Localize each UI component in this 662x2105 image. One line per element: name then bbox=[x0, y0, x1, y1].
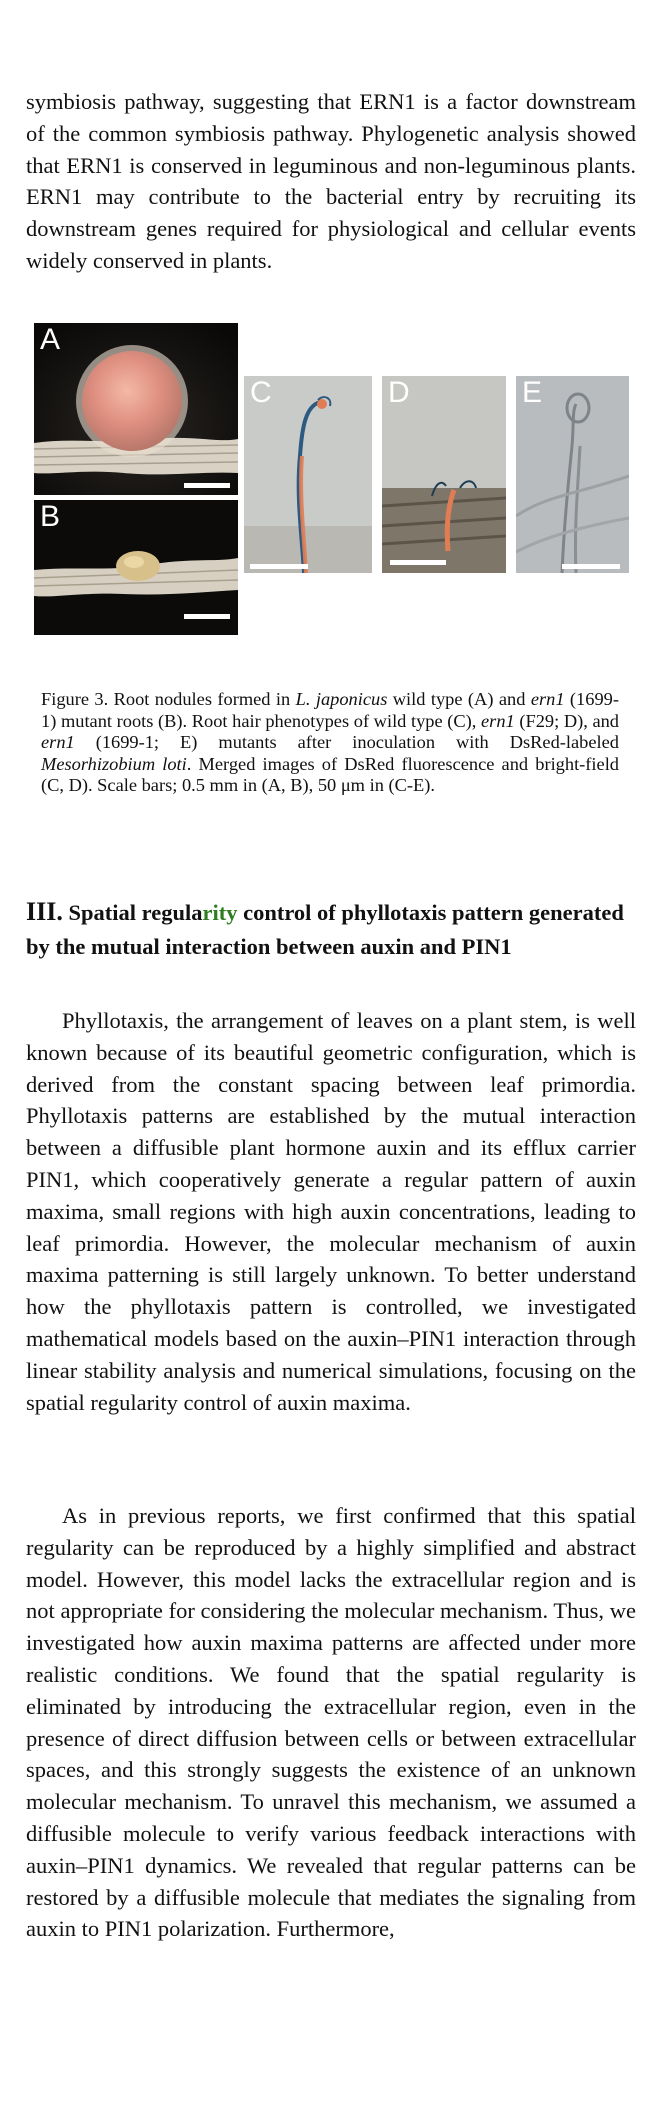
scale-bar-e bbox=[562, 564, 620, 569]
scale-bar-b bbox=[184, 614, 230, 619]
figure-panel-b bbox=[34, 500, 238, 635]
section-number: III. bbox=[26, 897, 63, 926]
scale-bar-d bbox=[390, 560, 446, 565]
figure-panel-c bbox=[244, 376, 372, 573]
scale-bar-c bbox=[250, 564, 308, 569]
scale-bar-a bbox=[184, 483, 230, 488]
intro-paragraph: symbiosis pathway, suggesting that ERN1 is a factor downstream of the common symbiosis pathway. Phylogenetic analysis showed that ERN1 is conserved in leguminous and non-leguminous plants. ERN1 may contribute to the bacterial entry by recruiting its downstream genes required for physiological and cellular events widely conserved in plants. bbox=[26, 89, 636, 273]
section-heading: III. Spatial regularity control of phyllotaxis pattern generated by the mutual interaction between auxin and PIN1 bbox=[26, 897, 624, 959]
panel-label-c: C bbox=[250, 376, 272, 409]
panel-label-e: E bbox=[522, 376, 543, 409]
body-paragraph-2: As in previous reports, we first confirmed that this spatial regularity can be reproduced by a highly simplified and abstract model. However, this model lacks the extracellular region and is not appropriate for considering the molecular mechanism. Thus, we investigated how auxin maxima patterns are affected under more realistic conditions. We found that the spatial regularity is eliminated by introducing the extracellular region, even in the presence of direct diffusion between cells or between extracellular spaces, and this strongly suggests the existence of an unknown molecular mechanism. To unravel this mechanism, we assumed a diffusible molecule to verify various feedback interactions with auxin–PIN1 dynamics. We revealed that regular patterns can be restored by a diffusible molecule that mediates the signaling from auxin to PIN1 polarization. Furthermore, bbox=[26, 1503, 636, 1942]
panel-label-b: B bbox=[40, 500, 61, 533]
figure-panel-a bbox=[34, 323, 238, 495]
body-paragraph-1: Phyllotaxis, the arrangement of leaves on a plant stem, is well known because of its beautiful geometric configuration, which is derived from the constant spacing between leaf primordia. Phyllotaxis patterns are established by the mutual interaction between a diffusible plant hormone auxin and its efflux carrier PIN1, which cooperatively generate a regular pattern of auxin maxima, small regions with high auxin concentrations, leading to leaf primordia. However, the molecular mechanism of auxin maxima patterning is still largely unknown. To better understand how the phyllotaxis pattern is controlled, we investigated mathematical models based on the auxin–PIN1 interaction through linear stability analysis and numerical simulations, focusing on the spatial regularity control of auxin maxima. bbox=[26, 1008, 636, 1415]
figure-panel-d bbox=[382, 376, 506, 573]
figure-panel-e bbox=[516, 376, 629, 573]
figure-3 bbox=[34, 323, 629, 635]
highlighted-text: rity bbox=[202, 900, 238, 925]
figure-caption: Figure 3. Root nodules formed in L. japonicus wild type (A) and ern1 (1699-1) mutant roots (B). Root hair phenotypes of wild type (C), ern1 (F29; D), and ern1 (1699-1; E) mutants after inoculation with DsRed-labeled Mesorhizobium loti. Merged images of DsRed fluorescence and bright-field (C, D). Scale bars; 0.5 mm in (A, B), 50 μm in (C-E). bbox=[41, 689, 620, 795]
panel-label-d: D bbox=[388, 376, 410, 409]
nodule-wildtype-photo bbox=[34, 323, 238, 495]
panel-label-a: A bbox=[40, 323, 61, 356]
